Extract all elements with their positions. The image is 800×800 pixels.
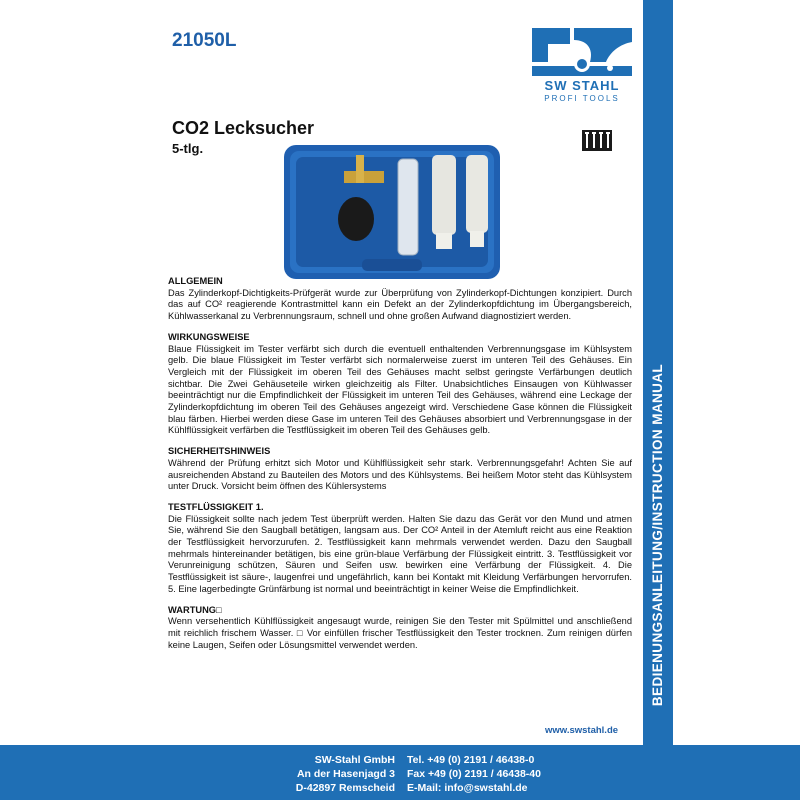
footer-email[interactable]: E-Mail: info@swstahl.de (407, 782, 528, 794)
product-case-image (282, 141, 502, 281)
wrench-set-icon (582, 130, 612, 151)
footer (0, 745, 800, 800)
footer-address (296, 753, 395, 795)
footer-company: SW-Stahl GmbH (314, 754, 395, 766)
product-subtitle: 5-tlg. (172, 141, 204, 156)
footer-tel: Tel. +49 (0) 2191 / 46438-0 (407, 754, 535, 766)
section-body: Während der Prüfung erhitzt sich Motor und Kühlflüssigkeit sehr stark. Verbrennungsgefahr! Achten Sie auf ausreichenden Abstand zu Bauteilen des Motors und des Kühlsystems. Bei heißem Motor steht das Kühlsystem unter Druck. Vorsicht beim öffnen des Kühlersystems (168, 457, 632, 492)
footer-fax: Fax +49 (0) 2191 / 46438-40 (407, 768, 541, 780)
section-body: Wenn versehentlich Kühlflüssigkeit angesaugt wurde, reinigen Sie den Tester mit Spülmittel und anschließend mit reichlich frischem Wasser. □ Vor einfüllen frischer Testflüssigkeit den Tester trocknen. Zum reinigen dürfen keine Laugen, Seifen oder Lösungsmittel verwendet werden. (168, 616, 632, 650)
website-link[interactable]: www.swstahl.de (545, 725, 619, 736)
article-number: 21050L (172, 30, 237, 51)
section-body: Die Flüssigkeit sollte nach jedem Test überprüft werden. Halten Sie dazu das Gerät vor den Mund und atmen Sie, während Sie den Saugball betätigen, langsam aus. Der CO² Anteil in der Atemluft reicht aus eine Reaktion der Testflüssigkeit hervorzurufen. 2. Testflüssigkeit kann mehrmals verwendet werden. Dazu den Saugball mehrmals hintereinander betätigen, bis eine grün-blaue Verfärbung der Flüssigkeit eintritt. 3. Testflüssigkeit vor Verunreinigung schützen, Säuren und Seifen usw. bewirken eine Verfärbung der Flüssigkeit. 4. Die Testflüssigkeit ist säure-, laugenfrei und ungefährlich, kann bei Kontakt mit Kleidung Verfärbungen hervorrufen. 5. Eine lagerbedingte Grünfärbung ist normal und beeinträchtigt in keiner Weise die Empfindlichkeit. (168, 513, 632, 594)
section-test-fluid (168, 502, 632, 596)
sw-stahl-logo (530, 22, 634, 110)
sw-stahl-logo-mark (530, 22, 634, 78)
section-heading: SICHERHEITSHINWEIS (168, 446, 271, 457)
section-heading: WARTUNG□ (168, 604, 222, 615)
section-general (168, 276, 632, 323)
footer-city: D-42897 Remscheid (295, 782, 395, 794)
section-heading: ALLGEMEIN (168, 276, 223, 286)
section-function (168, 332, 632, 437)
section-heading: TESTFLÜSSIGKEIT 1. (168, 501, 264, 512)
instruction-content (168, 276, 632, 660)
section-body: Das Zylinderkopf-Dichtigkeits-Prüfgerät wurde zur Überprüfung von Zylinderkopf-Dichtungen konzipiert. Durch das auf CO² reagierende Kontrastmittel kann ein Defekt an der Zylinderkopfdichtung im Übergangsbereich, Kühlwasserkanal zu Verbrennungsraum, schnell und ohne großen Aufwand diagnostiziert werden. (168, 287, 632, 322)
section-maintenance (168, 605, 632, 652)
footer-street: An der Hasenjagd 3 (296, 768, 395, 780)
footer-contact (407, 753, 541, 795)
section-body: Blaue Flüssigkeit im Tester verfärbt sich durch die eventuell enthaltenden Verbrennungsgase im Kühlsystem gelb. Die blaue Flüssigkeit im Tester verfärbt sich normalerweise zuerst im unteren Teil des Gehäuses. Ein Vergleich mit der Flüssigkeit im oberen Teil des Gehäuses macht selbst geringste Verfärbungen deutlich sichtbar. Die Zwei Gehäuseteile wirken gleichzeitig als Filter. Unabsichtliches Einsaugen von Kühlwasser beeinträchtigt nur die Empfindlichkeit der Flüssigkeit im unteren Teil des Gehäuses, während eine Leckage der Zylinderkopfdichtung im oberen Teil des Gehäuses angezeigt wird. Verschiedene Gase können die Flüssigkeit blau färben. Hierbei werden diese Gase im unteren Teil des Gehäuses absorbiert und Verbrennungsgase in der Kühlflüssigkeit verfärben die Testflüssigkeit im oberen Teil des Gehäuses gelb. (168, 343, 632, 436)
product-title: CO2 Lecksucher (172, 118, 315, 138)
section-safety (168, 446, 632, 493)
side-banner-label: BEDIENUNGSANLEITUNG/INSTRUCTION MANUAL (650, 363, 665, 707)
brand-tagline: PROFI TOOLS (544, 94, 620, 103)
brand-name: SW STAHL (544, 78, 620, 93)
section-heading: WIRKUNGSWEISE (168, 331, 250, 342)
